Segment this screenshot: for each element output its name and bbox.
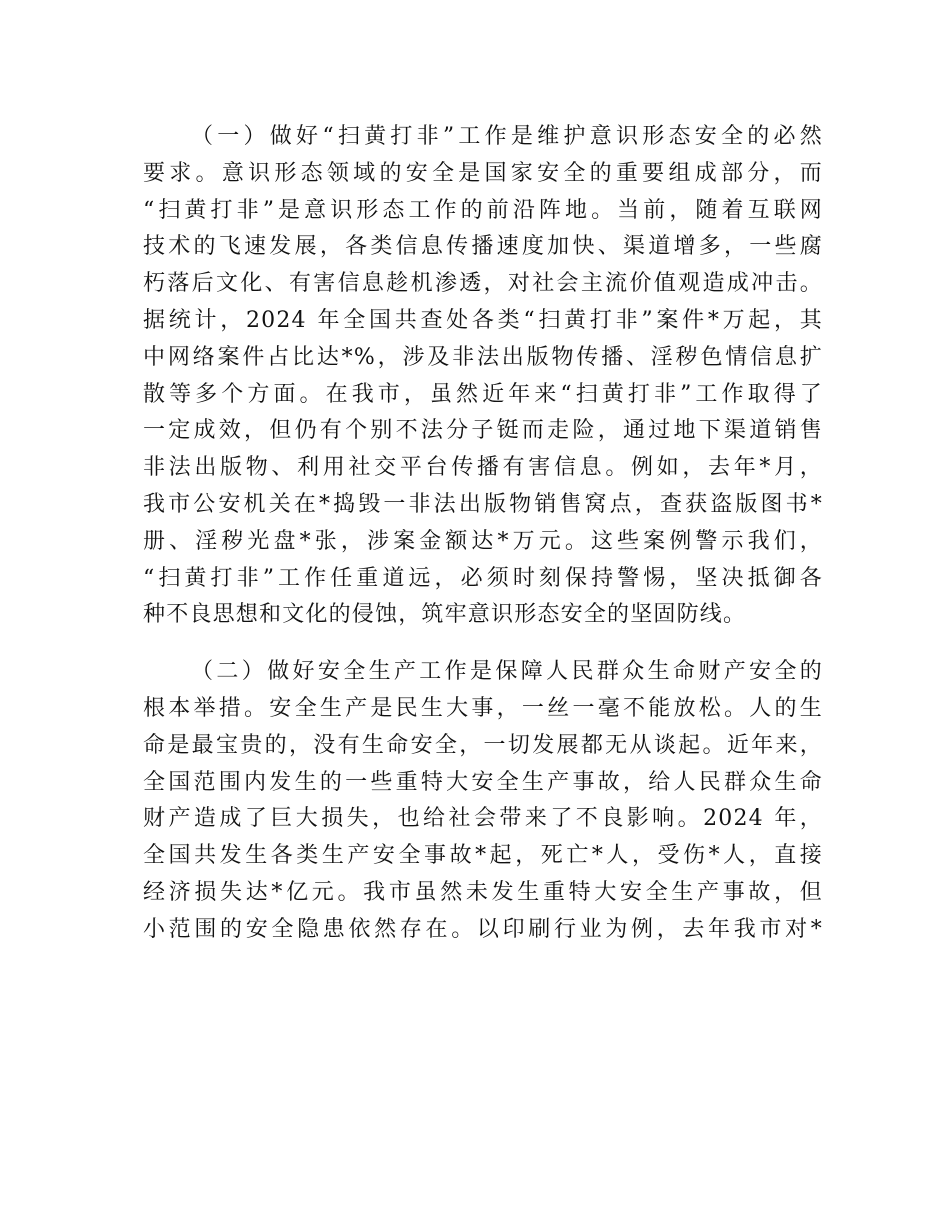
paragraph-line: “扫黄打非”是意识形态工作的前沿阵地。当前，随着互联网 (143, 197, 823, 223)
paragraph-line: 财产造成了巨大损失，也给社会带来了不良影响。2024 年， (143, 806, 823, 832)
paragraph-line: 中网络案件占比达*%，涉及非法出版物传播、淫秽色情信息扩 (143, 344, 823, 370)
paragraph-line: 散等多个方面。在我市，虽然近年来“扫黄打非”工作取得了 (143, 381, 823, 407)
paragraph-line: 一定成效，但仍有个别不法分子铤而走险，通过地下渠道销售 (143, 418, 823, 444)
paragraph-line: 种不良思想和文化的侵蚀，筑牢意识形态安全的坚固防线。 (143, 602, 747, 628)
paragraph-line: 全国范围内发生的一些重特大安全生产事故，给人民群众生命 (143, 769, 823, 795)
paragraph-line: 朽落后文化、有害信息趁机渗透，对社会主流价值观造成冲击。 (143, 271, 823, 297)
paragraph-line: 技术的飞速发展，各类信息传播速度加快、渠道增多，一些腐 (143, 234, 823, 260)
document-body (143, 119, 823, 949)
paragraph-line: 册、淫秽光盘*张，涉案金额达*万元。这些案例警示我们， (143, 528, 823, 554)
paragraph-line: 非法出版物、利用社交平台传播有害信息。例如，去年*月， (143, 455, 823, 481)
paragraph-line: 小范围的安全隐患依然存在。以印刷行业为例，去年我市对* (143, 916, 823, 942)
paragraph-1 (143, 119, 823, 634)
paragraph-line: （一）做好“扫黄打非”工作是维护意识形态安全的必然 (191, 124, 823, 149)
paragraph-2 (143, 654, 823, 948)
paragraph-line: 我市公安机关在*捣毁一非法出版物销售窝点，查获盗版图书* (143, 491, 823, 517)
paragraph-line: 经济损失达*亿元。我市虽然未发生重特大安全生产事故，但 (143, 879, 823, 905)
paragraph-line: （二）做好安全生产工作是保障人民群众生命财产安全的 (191, 659, 823, 685)
paragraph-line: “扫黄打非”工作任重道远，必须时刻保持警惕，坚决抵御各 (143, 565, 823, 591)
paragraph-line: 要求。意识形态领域的安全是国家安全的重要组成部分，而 (143, 160, 823, 186)
paragraph-line: 根本举措。安全生产是民生大事，一丝一毫不能放松。人的生 (143, 695, 823, 721)
paragraph-line: 全国共发生各类生产安全事故*起，死亡*人，受伤*人，直接 (143, 843, 823, 869)
paragraph-line: 据统计，2024 年全国共查处各类“扫黄打非”案件*万起，其 (143, 307, 823, 333)
paragraph-line: 命是最宝贵的，没有生命安全，一切发展都无从谈起。近年来， (143, 732, 823, 758)
